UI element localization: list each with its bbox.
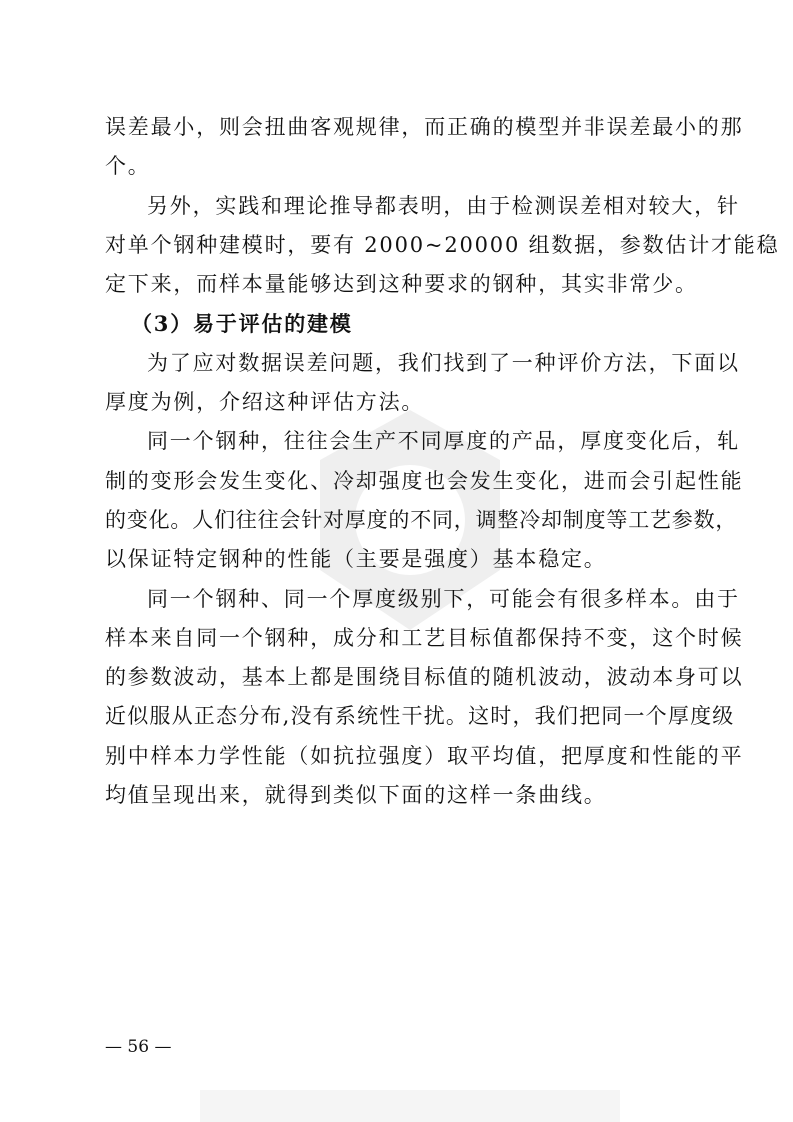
text-line: 样本来自同一个钢种，成分和工艺目标值都保持不变，这个时候: [105, 625, 744, 650]
text-line: 制的变形会发生变化、冷却强度也会发生变化，进而会引起性能: [105, 468, 744, 493]
text-line: 对单个钢种建模时，要有 2000~20000 组数据，参数估计才能稳: [105, 232, 780, 257]
watermark-banner: [200, 1090, 620, 1122]
text-line: 厚度为例，介绍这种评估方法。: [105, 390, 425, 415]
text-line: 近似服从正态分布,没有系统性干扰。这时，我们把同一个厚度级: [105, 704, 735, 729]
text-line: 别中样本力学性能（如抗拉强度）取平均值，把厚度和性能的平: [105, 743, 744, 768]
body-text: [105, 108, 780, 815]
text-line: 为了应对数据误差问题，我们找到了一种评价方法，下面以: [147, 350, 740, 375]
page-number: — 56 —: [105, 1037, 172, 1057]
text-line: 同一个钢种、同一个厚度级别下，可能会有很多样本。由于: [147, 586, 740, 611]
text-line: 定下来，而样本量能够达到这种要求的钢种，其实非常少。: [105, 272, 698, 297]
text-line: 误差最小，则会扭曲客观规律，而正确的模型并非误差最小的那: [105, 115, 744, 139]
text-line: 另外，实践和理论推导都表明，由于检测误差相对较大，针: [147, 193, 740, 218]
section-heading: （3）易于评估的建模: [131, 311, 353, 337]
text-line: 个。: [105, 154, 151, 179]
text-line: 以保证特定钢种的性能（主要是强度）基本稳定。: [105, 547, 607, 572]
text-line: 的变化。人们往往会针对厚度的不同，调整冷却制度等工艺参数，: [105, 507, 738, 532]
text-line: 均值呈现出来，就得到类似下面的这样一条曲线。: [105, 783, 607, 808]
text-line: 的参数波动，基本上都是围绕目标值的随机波动，波动本身可以: [105, 665, 744, 690]
text-line: 同一个钢种，往往会生产不同厚度的产品，厚度变化后，轧: [147, 429, 740, 454]
